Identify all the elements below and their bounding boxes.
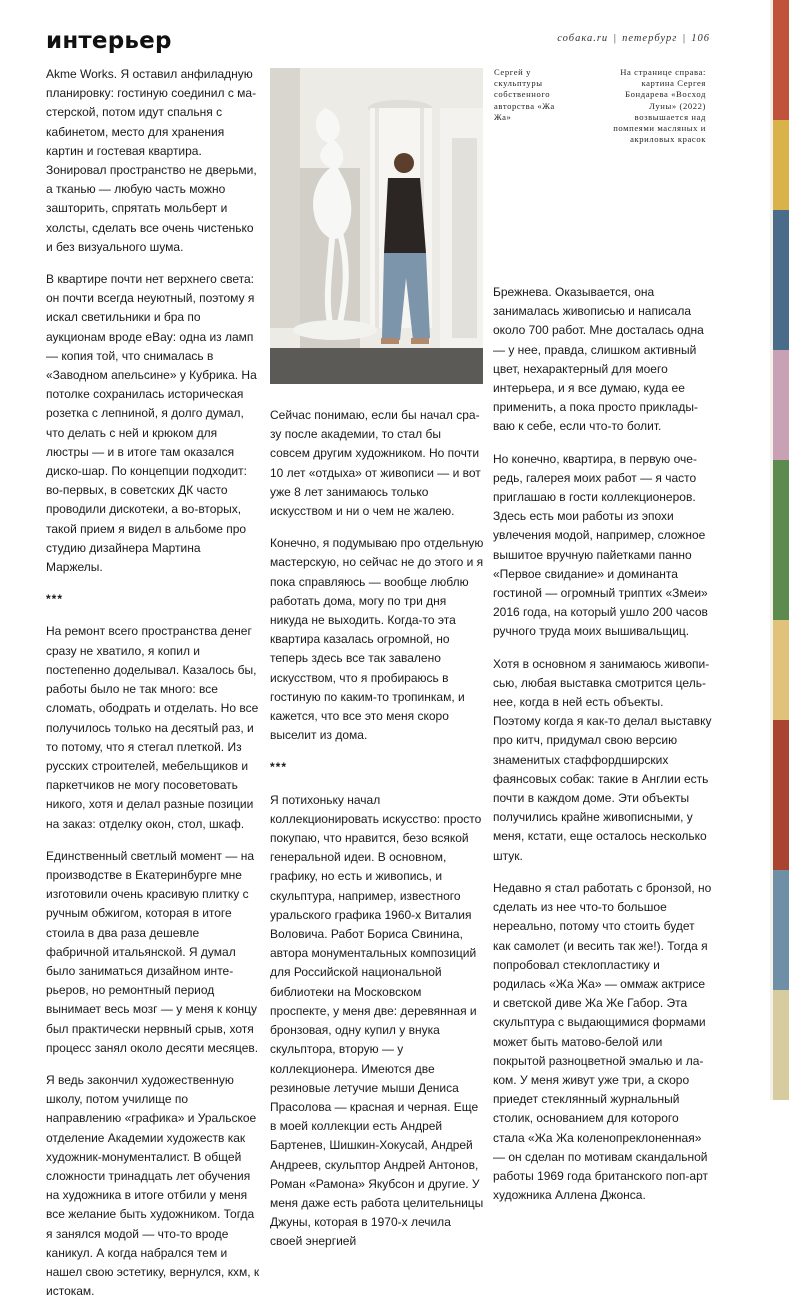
paragraph: Брежнева. Оказывается, она занималась живописью и написала около 700 работ. Мне досталась одна — у нее, правда, слишком активный цвет, нехарактерный для моего интерьера, и я все думаю, куда ее применить, а пока просто прикладываю к себе, если что-то болит.: [493, 285, 704, 434]
divider: |: [682, 33, 687, 44]
paragraph: Я ведь закончил художественную школу, потом училище по направлению «графика» и Уральское отделение Академии художеств как художник-монументалист. В общей сложности тринадцать лет обучения на художника в итоге отбили у меня все желание быть художником. Тогда я занялся модой — что-то вроде каникул. А когда набрался тем и нашел свою эстетику, вернулся, кхм, к истокам.: [46, 1072, 260, 1299]
article-column-3: [493, 283, 713, 1218]
adjacent-page-painting: [770, 0, 789, 1100]
painting-caption: На странице справа: картина Сергея Бондарева «Восход Луны» (2022) возвышается над помпеями масляных и акриловых красок: [613, 67, 706, 145]
article-photo: [270, 68, 483, 384]
paragraph: Сейчас понимаю, если бы начал сразу после академии, то стал бы совсем другим художником. Но почти 10 лет «отдыха» от живописи — и вот уже 8 лет занимаюсь только искусством и ни о чем не жалею.: [270, 408, 481, 519]
photo-caption: Сергей у скульптуры собственного авторства «Жа Жа»: [494, 67, 555, 122]
article-column-1: [46, 65, 260, 1314]
paragraph: Я потихоньку начал коллекционировать искусство: просто покупаю, что нравится, безо всякой генеральной идеи. В основном, графику, но есть и живопись, и скульптура, например, известного уральского графика 1960-х Виталия Воловича. Работ Бориса Свинина, автора монументальных композиций для Российской национальной библиотеки на Московском проспекте, у меня две: деревянная и бронзовая, одну купил у внука скульптора, вторую — у коллекционера. Имеются две резиновые летучие мыши Дениса Прасолова — красная и черная. Еще в моей коллекции есть Андрей Бартенев, Шишкин-Хокусай, Андрей Андреев, скульптор Андрей Антонов, Роман «Рамона» Якубсон и другие. У меня даже есть работа целительницы Джуны, которая в 1970-х лечила своей энергией: [270, 792, 484, 1249]
site-name: собака.ru: [557, 33, 609, 44]
photo-illustration: [270, 68, 483, 384]
paragraph: Akme Works. Я оставил анфиладную планировку: гостиную соединил с мастерской, потом идут спальня с кабинетом, место для хранения картин и гостевая квартира. Зонировал пространство не дверьми, а тканью — любую часть можно зашторить, спрятать мольберт и холсты, сделать все очень чистенько и без визуального шума.: [46, 67, 257, 254]
paragraph: Конечно, я подумываю про отдельную мастерскую, но сейчас не до этого и я пока справляюсь — вообще люблю работать дома, могу по три дня никуда не выходить. Когда-то эта квартира казалась огромной, но теперь здесь все так завалено искусством, что я пробираюсь в гостиную по каким-то тропинкам, и кажется, что все это меня скоро выселит из дома.: [270, 536, 484, 743]
city-name: петербург: [622, 33, 678, 44]
paragraph: Единственный светлый момент — на производстве в Екатеринбурге мне изготовили очень красивую плитку с ручным обжигом, которая в итоге стоила в два раза дешевле фабричной итальянской. Я думал было заниматься дизайном интерьеров, но ремонтный период вынимает весь мозг — у меня к концу был практически нервный срыв, хотя процесс занял около десяти месяцев.: [46, 848, 259, 1055]
article-column-2: [270, 406, 484, 1265]
paragraph: На ремонт всего пространства денег сразу не хватило, я копил и постепенно доделывал. Казалось бы, работы было не так много: все сломать, ободрать и отделать. Но все получилось только на десятый раз, и то потому, что я стегал плеткой. Из русских строителей, мебельщиков и паркетчиков не могу посоветовать никого, хотя и делал разные позиции на заказ: отделку окон, стол, шкаф.: [46, 624, 259, 831]
painting-strip: [770, 0, 789, 1100]
section-divider: ***: [46, 592, 64, 607]
section-divider: ***: [270, 760, 288, 775]
paragraph: В квартире почти нет верхнего света: он почти всегда неуютный, поэтому я искал светильники и бра по аукционам вроде eBay: одна из ламп — копия той, что снималась в «Заводном апельсине» у Кубрика. На потолке сохранилась историческая розетка с лепниной, я долго думал, что делать с ней и крюком для люстры — и в итоге там оказался диско-шар. По концепции подходит: во-первых, в советских ДК часто проводили дискотеки, а во-вторых, такой прием я видел в альбоме про студию дизайнера Мартина Маржелы.: [46, 272, 257, 575]
divider: |: [613, 33, 618, 44]
paragraph: Недавно я стал работать с бронзой, но сделать из нее что-то большое нереально, потому что стоить будет как самолет (и весить так же!). Тогда я попробовал стеклопластику и родилась «Жа Жа» — оммаж актрисе и светской диве Жа Же Габор. Эта скульптура с выдающимися формами может быть матово-белой или покрытой разноцветной эмалью и лаком. У меня живут уже три, а скоро приедет стеклянный журнальный столик, основанием для которого стала «Жа Жа коленопреклоненная» — он сделан по мотивам скандальной работы 1969 года британского поп-арт художника Аллена Джонса.: [493, 880, 712, 1203]
paragraph: Но конечно, квартира, в первую очередь, галерея моих работ — я часто приглашаю в гости коллекционеров. Здесь есть мои работы из эпохи увлечения модой, например, сложное вышитое вручную пайетками панно «Первое свидание» и доминанта гостиной — огромный триптих «Змеи» 2016 года, на который ушло 200 часов ручного труда моих вышивальщиц.: [493, 451, 708, 639]
section-title: интерьер: [46, 28, 172, 54]
running-head: [520, 33, 710, 44]
paragraph: Хотя в основном я занимаюсь живописью, любая выставка смотрится цельнее, когда в ней есть объекты. Поэтому когда я как-то делал выставку про китч, придумал свою версию знаменитых стаффордширских фаянсовых собак: такие в Англии есть почти в каждом доме. Эти объекты получились крайне живописными, у меня, кстати, еще осталось несколько штук.: [493, 656, 712, 863]
page-number: 106: [691, 33, 710, 44]
